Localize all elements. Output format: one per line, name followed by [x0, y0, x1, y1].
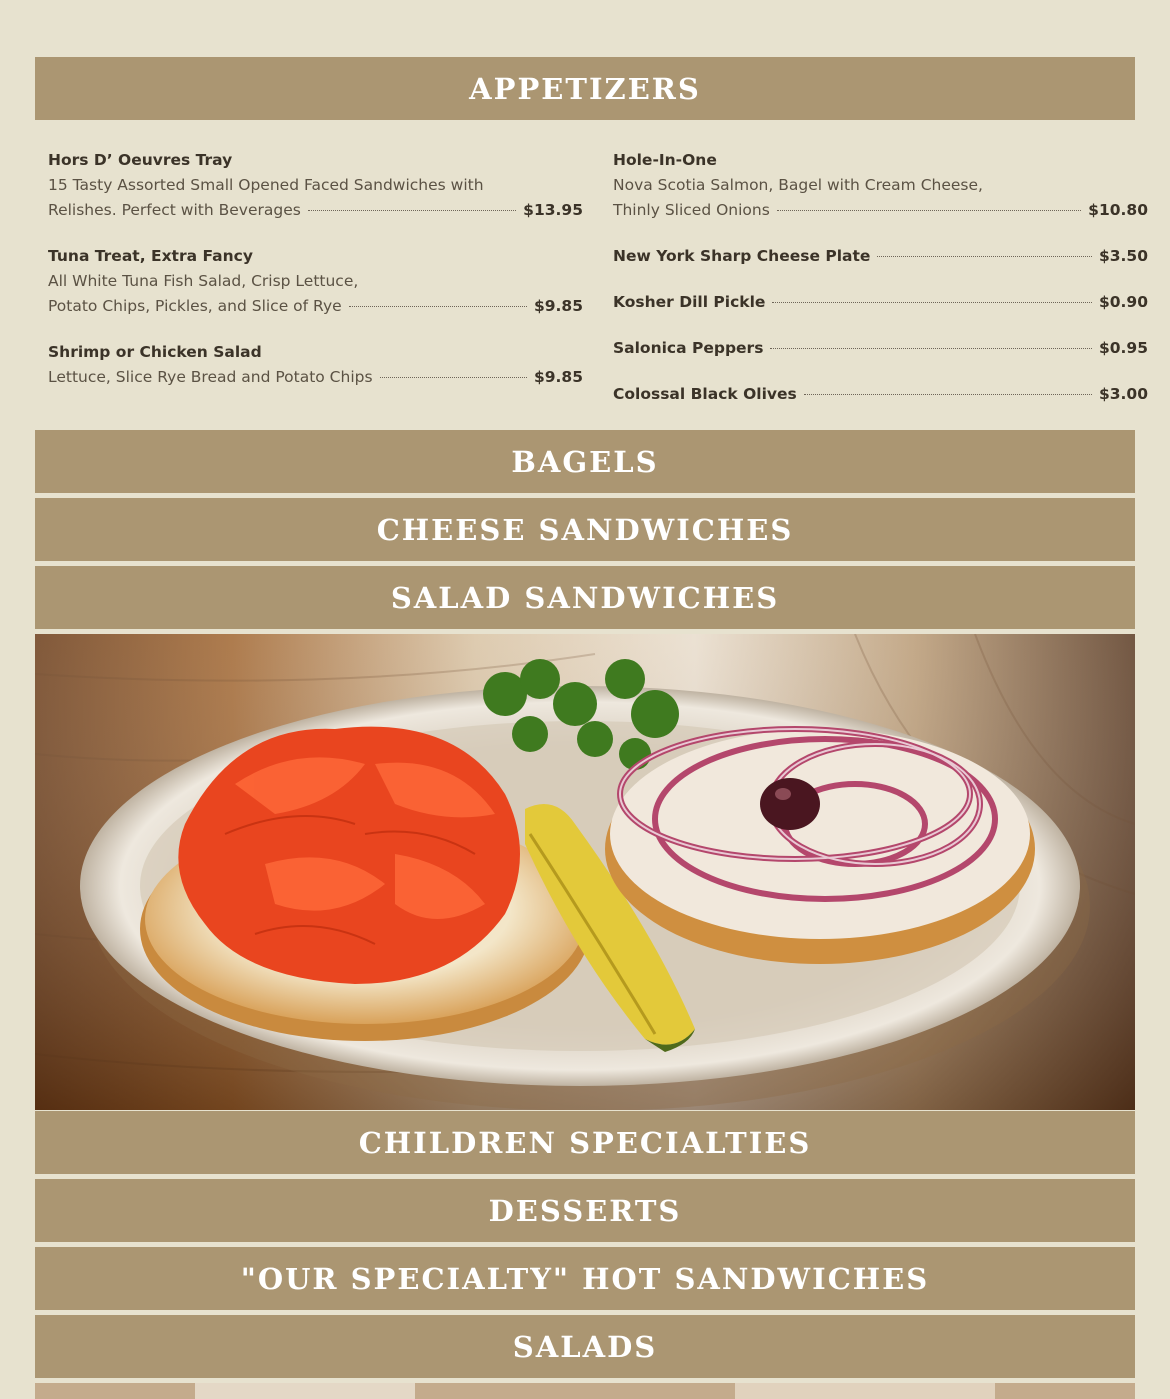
item-price: $13.95 [523, 201, 583, 219]
item-name: Hors D’ Oeuvres Tray [48, 151, 233, 169]
item-name: Salonica Peppers [613, 339, 764, 357]
section-title: CHEESE SANDWICHES [376, 512, 794, 547]
section-title: BAGELS [511, 444, 659, 479]
dotted-leader [308, 210, 516, 211]
item-description: Potato Chips, Pickles, and Slice of Rye [48, 297, 342, 315]
salad-photo [35, 1383, 1135, 1399]
menu-item [48, 244, 583, 319]
item-description: Thinly Sliced Onions [613, 201, 770, 219]
section-header-salad-sandwiches[interactable] [35, 566, 1135, 629]
menu-item [613, 336, 1148, 361]
dotted-leader [804, 394, 1092, 395]
item-price: $9.85 [533, 297, 583, 315]
bagel-lox-photo [35, 634, 1135, 1110]
section-header-cheese-sandwiches[interactable] [35, 498, 1135, 561]
item-description: Nova Scotia Salmon, Bagel with Cream Cheese, [613, 176, 983, 194]
item-description: Lettuce, Slice Rye Bread and Potato Chips [48, 368, 373, 386]
item-description: Relishes. Perfect with Beverages [48, 201, 301, 219]
item-price: $3.00 [1098, 385, 1148, 403]
menu-item [613, 290, 1148, 315]
dotted-leader [777, 210, 1081, 211]
section-header-our-specialty[interactable] [35, 1247, 1135, 1310]
section-header-desserts[interactable] [35, 1179, 1135, 1242]
item-name: Colossal Black Olives [613, 385, 797, 403]
item-name: Hole-In-One [613, 151, 717, 169]
section-header-children-specialties[interactable] [35, 1111, 1135, 1174]
item-price: $0.90 [1098, 293, 1148, 311]
section-title: "OUR SPECIALTY" HOT SANDWICHES [240, 1261, 930, 1296]
menu-item [613, 382, 1148, 407]
section-title: SALADS [512, 1329, 658, 1364]
item-price: $10.80 [1088, 201, 1148, 219]
section-header-appetizers[interactable] [35, 57, 1135, 120]
section-title: APPETIZERS [469, 71, 701, 106]
section-title: DESSERTS [488, 1193, 682, 1228]
item-description: 15 Tasty Assorted Small Opened Faced Sandwiches with [48, 176, 484, 194]
section-title: CHILDREN SPECIALTIES [358, 1125, 812, 1160]
menu-item [613, 244, 1148, 269]
dotted-leader [349, 306, 527, 307]
item-name: Tuna Treat, Extra Fancy [48, 247, 253, 265]
dotted-leader [380, 377, 527, 378]
item-name: Shrimp or Chicken Salad [48, 343, 262, 361]
dotted-leader [772, 302, 1092, 303]
menu-item [48, 340, 583, 390]
item-price: $0.95 [1098, 339, 1148, 357]
item-price: $3.50 [1098, 247, 1148, 265]
item-name: Kosher Dill Pickle [613, 293, 766, 311]
dotted-leader [770, 348, 1092, 349]
section-header-bagels[interactable] [35, 430, 1135, 493]
menu-item [48, 148, 583, 223]
section-header-salads[interactable] [35, 1315, 1135, 1378]
menu-item [613, 148, 1148, 223]
dotted-leader [877, 256, 1092, 257]
item-name: New York Sharp Cheese Plate [613, 247, 871, 265]
section-title: SALAD SANDWICHES [390, 580, 780, 615]
item-price: $9.85 [533, 368, 583, 386]
item-description: All White Tuna Fish Salad, Crisp Lettuce, [48, 272, 359, 290]
